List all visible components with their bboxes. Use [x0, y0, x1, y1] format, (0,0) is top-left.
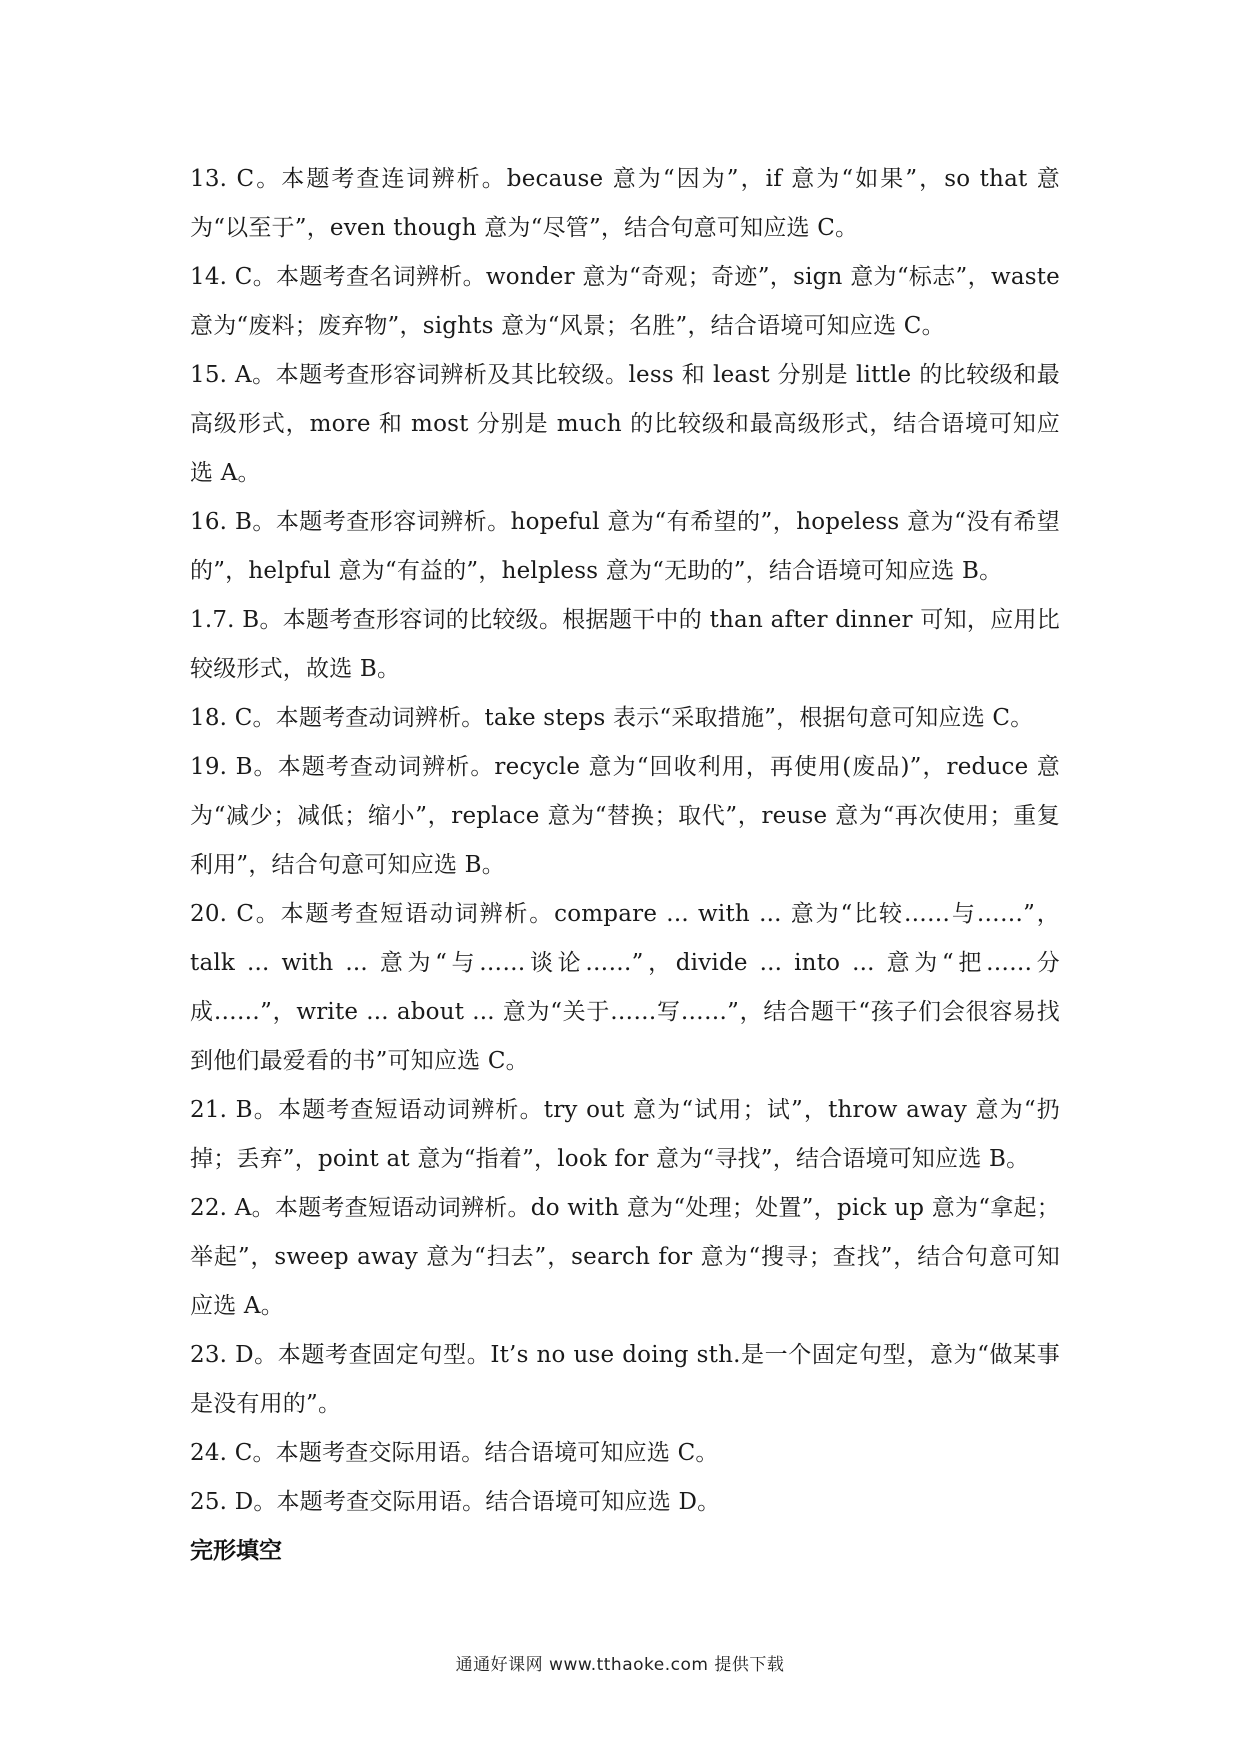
answer-20: 20. C。本题考查短语动词辨析。compare ... with ... 意为“比较……与……”，talk ... with ... 意为“与……谈论……”，divide ... into ... 意为“把……分成……”，write ... about ... 意为“关于……写……”，结合题干“孩子们会很容易找到他们最爱看的书”可知应选 C。	[190, 901, 1060, 1074]
answer-list	[190, 155, 1060, 1576]
answer-25: 25. D。本题考查交际用语。结合语境可知应选 D。	[190, 1489, 721, 1515]
section-heading: 完形填空	[190, 1538, 282, 1564]
answer-19: 19. B。本题考查动词辨析。recycle 意为“回收利用，再使用(废品)”，reduce 意为“减少；减低；缩小”，replace 意为“替换；取代”，reuse 意为“再次使用；重复利用”，结合句意可知应选 B。	[190, 754, 1060, 878]
answer-15: 15. A。本题考查形容词辨析及其比较级。less 和 least 分别是 little 的比较级和最高级形式，more 和 most 分别是 much 的比较级和最高级形式，结合语境可知应选 A。	[190, 362, 1060, 486]
answer-23: 23. D。本题考查固定句型。It’s no use doing sth.是一个固定句型，意为“做某事是没有用的”。	[190, 1342, 1060, 1417]
answer-13: 13. C。本题考查连词辨析。because 意为“因为”，if 意为“如果”，so that 意为“以至于”，even though 意为“尽管”，结合句意可知应选 C。	[190, 166, 1060, 241]
answer-14: 14. C。本题考查名词辨析。wonder 意为“奇观；奇迹”，sign 意为“标志”，waste 意为“废料；废弃物”，sights 意为“风景；名胜”，结合语境可知应选 C。	[190, 264, 1060, 339]
answer-21: 21. B。本题考查短语动词辨析。try out 意为“试用；试”，throw away 意为“扔掉；丢弃”，point at 意为“指着”，look for 意为“寻找”，结合语境可知应选 B。	[190, 1097, 1060, 1172]
answer-18: 18. C。本题考查动词辨析。take steps 表示“采取措施”，根据句意可知应选 C。	[190, 705, 1034, 731]
answer-17: 1.7. B。本题考查形容词的比较级。根据题干中的 than after dinner 可知，应用比较级形式，故选 B。	[190, 607, 1060, 682]
page-footer: 通通好课网 www.tthaoke.com 提供下载	[455, 1655, 785, 1675]
answer-22: 22. A。本题考查短语动词辨析。do with 意为“处理；处置”，pick up 意为“拿起；举起”，sweep away 意为“扫去”，search for 意为“搜寻；查找”，结合句意可知应选 A。	[190, 1195, 1060, 1319]
answer-24: 24. C。本题考查交际用语。结合语境可知应选 C。	[190, 1440, 719, 1466]
answer-16: 16. B。本题考查形容词辨析。hopeful 意为“有希望的”，hopeless 意为“没有希望的”，helpful 意为“有益的”，helpless 意为“无助的”，结合语境可知应选 B。	[190, 509, 1060, 584]
